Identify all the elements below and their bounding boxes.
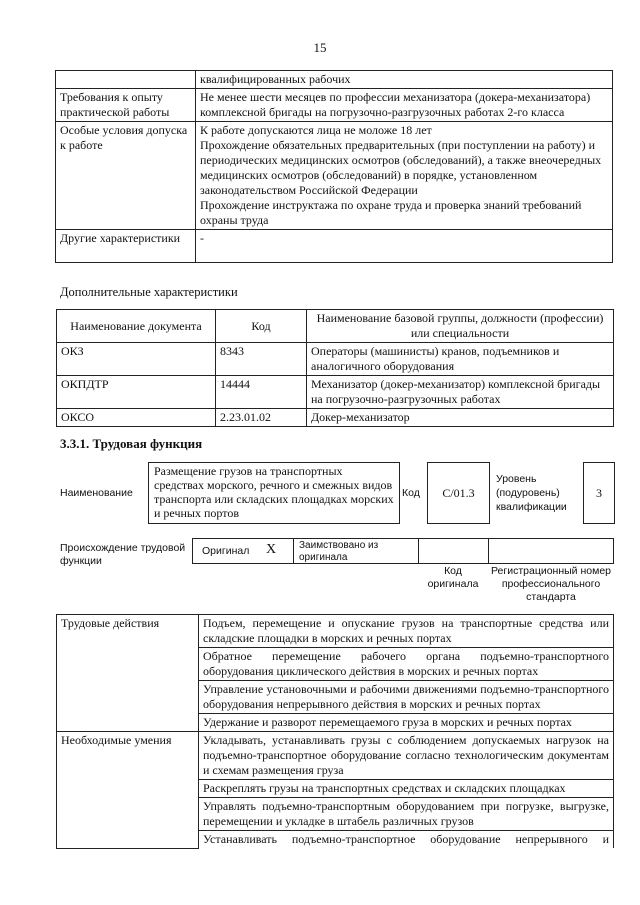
header-document: Наименование документа xyxy=(57,310,216,343)
action-item: Управление установочными и рабочими движениями подъемно-транспортного оборудования непрерывного действия в морских и речных портах xyxy=(199,681,614,714)
function-code: C/01.3 xyxy=(427,462,490,524)
origin-label: Происхождение трудовой функции xyxy=(60,542,186,567)
skill-item: Управлять подъемно-транспортным оборудованием при погрузке, выгрузке, перемещении и укладке в штабель различных грузов xyxy=(199,798,614,831)
action-item: Подъем, перемещение и опускание грузов на транспортные средства или складские площадки в морских и речных портах xyxy=(199,615,614,648)
cell-document: ОКСО xyxy=(57,409,216,427)
table-row xyxy=(57,409,614,427)
row-text: - xyxy=(196,230,613,263)
cell-document: ОКЗ xyxy=(57,343,216,376)
row-text-lines xyxy=(196,122,613,230)
labor-actions-table xyxy=(56,614,614,849)
table-row xyxy=(57,732,614,780)
original-label: Оригинал xyxy=(202,545,250,557)
row-text: квалифицированных рабочих xyxy=(196,71,613,89)
line: К работе допускаются лица не моложе 18 лет xyxy=(200,123,432,137)
row-label: Особые условия допуска к работе xyxy=(56,122,196,230)
divider xyxy=(293,538,294,563)
row-label: Требования к опыту практической работы xyxy=(56,89,196,122)
table-row xyxy=(57,615,614,648)
cell-document: ОКПДТР xyxy=(57,376,216,409)
table-row xyxy=(57,343,614,376)
reg-number-label: Регистрационный номер профессионального стандарта xyxy=(491,565,611,603)
table-header-row xyxy=(57,310,614,343)
function-title: 3.3.1. Трудовая функция xyxy=(60,436,203,451)
line: Прохождение обязательных предварительных (при поступлении на работу) и периодических медицинских осмотров (обследований), а также внеочередных медицинских осмотров (обследований) в порядке, установленном законодательством Российской Федерации xyxy=(200,138,602,197)
table-row xyxy=(56,89,613,122)
table-row xyxy=(56,230,613,263)
additional-characteristics-table xyxy=(56,309,614,427)
header-code: Код xyxy=(216,310,307,343)
action-item: Удержание и разворот перемещаемого груза в морских и речных портах xyxy=(199,714,614,732)
cell-name: Механизатор (докер-механизатор) комплексной бригады на погрузочно-разгрузочных работах xyxy=(307,376,614,409)
page-number: 15 xyxy=(313,40,327,55)
level-value: 3 xyxy=(583,462,615,524)
skill-item: Раскреплять грузы на транспортных средствах и складских площадках xyxy=(199,780,614,798)
qualification-requirements-table xyxy=(55,70,613,263)
table-row xyxy=(56,71,613,89)
divider xyxy=(488,538,489,563)
cell-name: Операторы (машинисты) кранов, подъемников и аналогичного оборудования xyxy=(307,343,614,376)
function-name: Размещение грузов на транспортных средствах морского, речного и смежных видов транспорта или складских площадках морских и речных портов xyxy=(148,462,400,524)
additional-heading: Дополнительные характеристики xyxy=(60,285,238,299)
cell-code: 8343 xyxy=(216,343,307,376)
cell-code: 14444 xyxy=(216,376,307,409)
line: Прохождение инструктажа по охране труда и проверка знаний требований охраны труда xyxy=(200,198,582,227)
skill-item: Укладывать, устанавливать грузы с соблюдением допускаемых нагрузок на подъемно-транспортное оборудование согласно технологическим документам и схемам размещения груза xyxy=(199,732,614,780)
divider xyxy=(418,538,419,563)
skill-item: Устанавливать подъемно-транспортное оборудование непрерывного и xyxy=(199,831,614,849)
table-row xyxy=(57,376,614,409)
original-mark: X xyxy=(266,542,277,557)
action-item: Обратное перемещение рабочего органа подъемно-транспортного оборудования циклического действия в морских и речных портах xyxy=(199,648,614,681)
header-name: Наименование базовой группы, должности (профессии) или специальности xyxy=(307,310,614,343)
level-label: Уровень (подуровень) квалификации xyxy=(496,473,567,513)
name-label: Наименование xyxy=(60,487,133,499)
row-label xyxy=(56,71,196,89)
actions-label: Трудовые действия xyxy=(57,615,199,732)
cell-name: Докер-механизатор xyxy=(307,409,614,427)
row-label: Другие характеристики xyxy=(56,230,196,263)
borrowed-label: Заимствовано из оригинала xyxy=(299,540,379,563)
cell-code: 2.23.01.02 xyxy=(216,409,307,427)
row-text: Не менее шести месяцев по профессии механизатора (докера-механизатора) комплексной бригады на погрузочно-разгрузочных работах 2-го класса xyxy=(196,89,613,122)
table-row xyxy=(56,122,613,230)
code-label: Код xyxy=(402,487,420,499)
code-original-label: Код оригинала xyxy=(427,565,479,590)
skills-label: Необходимые умения xyxy=(57,732,199,849)
